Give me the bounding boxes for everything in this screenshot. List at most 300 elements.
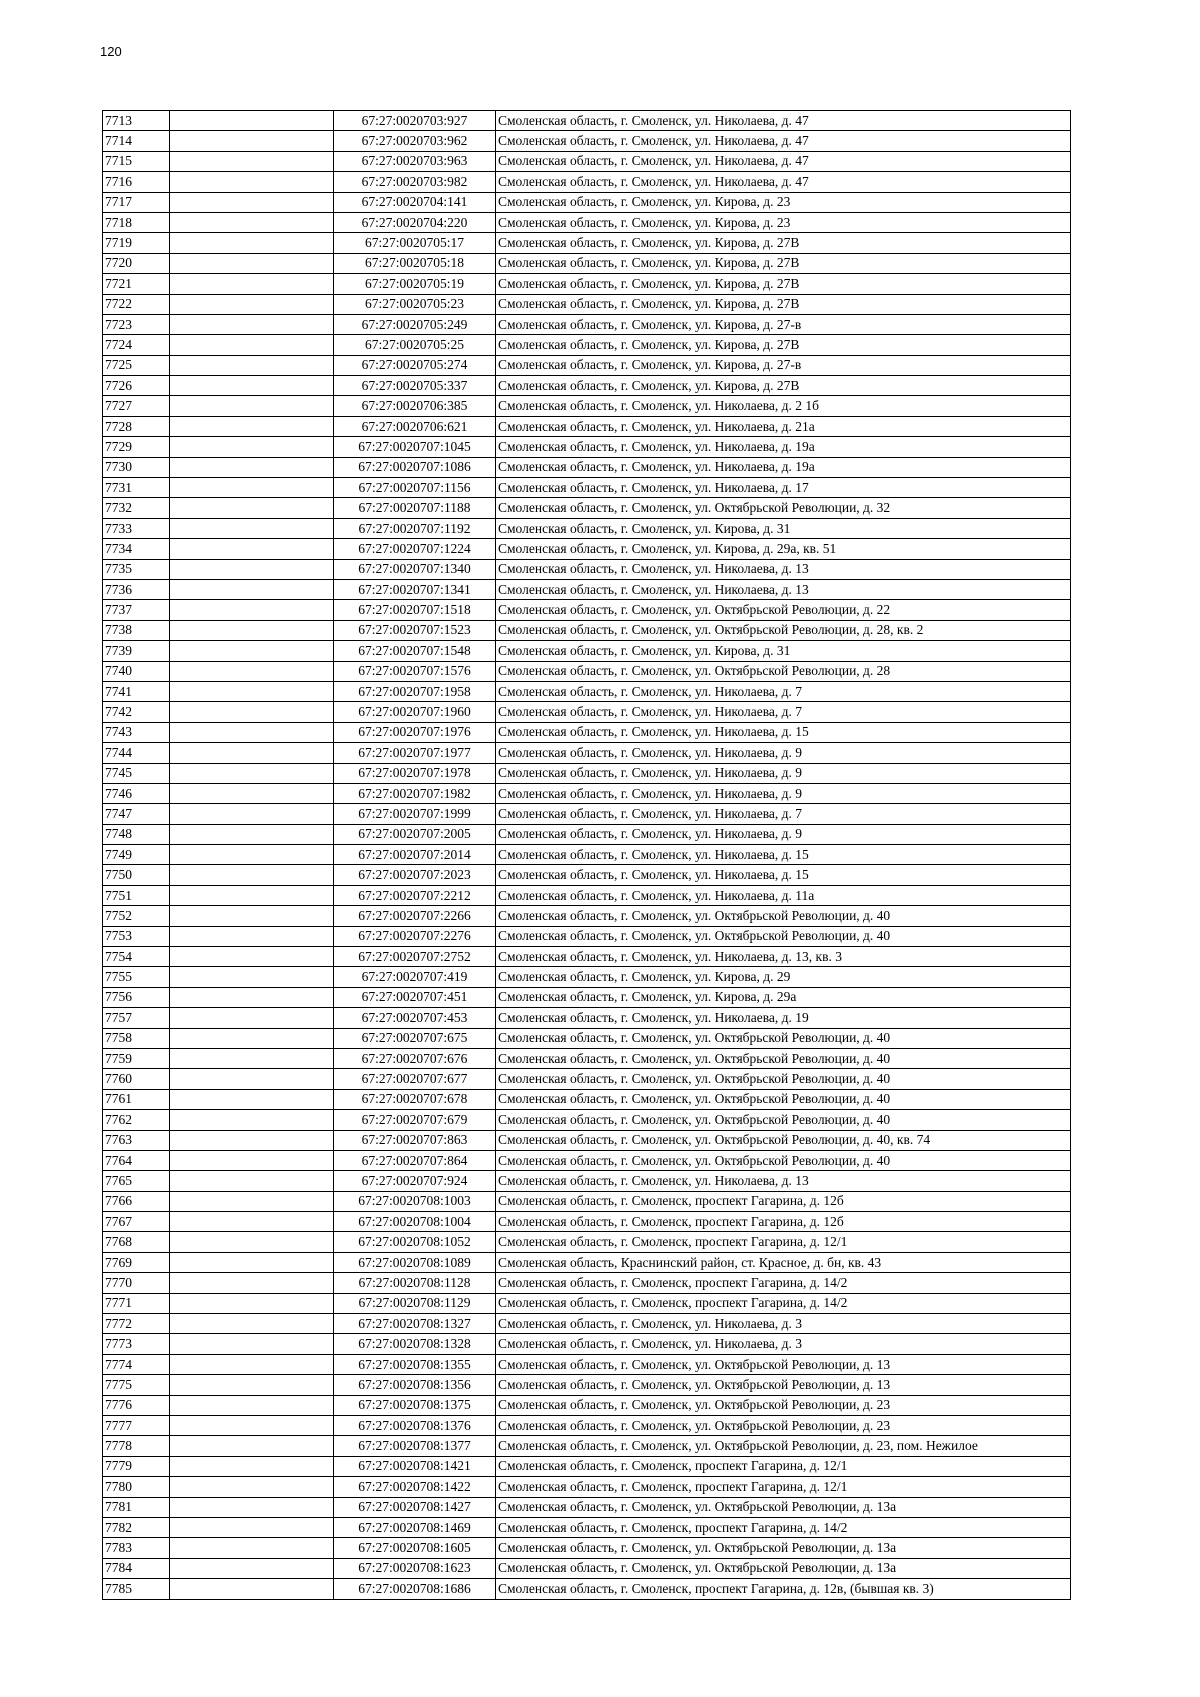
row-number-cell: 7764 xyxy=(103,1150,170,1170)
blank-cell xyxy=(170,620,334,640)
address-cell: Смоленская область, г. Смоленск, ул. Кирова, д. 27-в xyxy=(496,355,1071,375)
address-cell: Смоленская область, г. Смоленск, проспект Гагарина, д. 12в, (бывшая кв. 3) xyxy=(496,1579,1071,1599)
cadastral-number-cell: 67:27:0020708:1327 xyxy=(334,1314,496,1334)
blank-cell xyxy=(170,498,334,518)
cadastral-number-cell: 67:27:0020708:1003 xyxy=(334,1191,496,1211)
table-row xyxy=(103,1517,1071,1537)
cadastral-number-cell: 67:27:0020707:1977 xyxy=(334,743,496,763)
address-cell: Смоленская область, г. Смоленск, ул. Кирова, д. 27В xyxy=(496,335,1071,355)
table-row xyxy=(103,192,1071,212)
blank-cell xyxy=(170,1171,334,1191)
table-row xyxy=(103,212,1071,232)
table-row xyxy=(103,702,1071,722)
blank-cell xyxy=(170,1395,334,1415)
address-cell: Смоленская область, г. Смоленск, проспект Гагарина, д. 12б xyxy=(496,1191,1071,1211)
table-row xyxy=(103,661,1071,681)
address-cell: Смоленская область, г. Смоленск, ул. Николаева, д. 7 xyxy=(496,681,1071,701)
cadastral-number-cell: 67:27:0020707:1341 xyxy=(334,579,496,599)
cadastral-number-cell: 67:27:0020707:1192 xyxy=(334,518,496,538)
blank-cell xyxy=(170,1334,334,1354)
address-cell: Смоленская область, г. Смоленск, ул. Кирова, д. 27В xyxy=(496,376,1071,396)
blank-cell xyxy=(170,253,334,273)
blank-cell xyxy=(170,1273,334,1293)
table-row xyxy=(103,437,1071,457)
address-cell: Смоленская область, г. Смоленск, ул. Октябрьской Революции, д. 40 xyxy=(496,1110,1071,1130)
table-row xyxy=(103,1110,1071,1130)
blank-cell xyxy=(170,437,334,457)
cadastral-number-cell: 67:27:0020707:2005 xyxy=(334,824,496,844)
cadastral-number-cell: 67:27:0020707:864 xyxy=(334,1150,496,1170)
cadastral-number-cell: 67:27:0020705:23 xyxy=(334,294,496,314)
address-cell: Смоленская область, г. Смоленск, ул. Николаева, д. 47 xyxy=(496,151,1071,171)
cadastral-number-cell: 67:27:0020707:1978 xyxy=(334,763,496,783)
cadastral-number-cell: 67:27:0020708:1605 xyxy=(334,1538,496,1558)
cadastral-number-cell: 67:27:0020703:927 xyxy=(334,111,496,131)
address-cell: Смоленская область, г. Смоленск, ул. Николаева, д. 15 xyxy=(496,722,1071,742)
cadastral-number-cell: 67:27:0020707:2212 xyxy=(334,885,496,905)
cadastral-number-cell: 67:27:0020705:25 xyxy=(334,335,496,355)
blank-cell xyxy=(170,1069,334,1089)
row-number-cell: 7763 xyxy=(103,1130,170,1150)
row-number-cell: 7722 xyxy=(103,294,170,314)
row-number-cell: 7785 xyxy=(103,1579,170,1599)
blank-cell xyxy=(170,845,334,865)
address-cell: Смоленская область, г. Смоленск, ул. Николаева, д. 13 xyxy=(496,1171,1071,1191)
address-cell: Смоленская область, г. Смоленск, ул. Октябрьской Революции, д. 40 xyxy=(496,1150,1071,1170)
row-number-cell: 7761 xyxy=(103,1089,170,1109)
cadastral-number-cell: 67:27:0020708:1686 xyxy=(334,1579,496,1599)
row-number-cell: 7743 xyxy=(103,722,170,742)
address-cell: Смоленская область, г. Смоленск, ул. Кирова, д. 27В xyxy=(496,274,1071,294)
table-row xyxy=(103,314,1071,334)
row-number-cell: 7778 xyxy=(103,1436,170,1456)
address-cell: Смоленская область, г. Смоленск, ул. Николаева, д. 19а xyxy=(496,457,1071,477)
cadastral-number-cell: 67:27:0020708:1469 xyxy=(334,1517,496,1537)
address-cell: Смоленская область, г. Смоленск, ул. Николаева, д. 13 xyxy=(496,579,1071,599)
blank-cell xyxy=(170,1252,334,1272)
table-row xyxy=(103,1212,1071,1232)
address-cell: Смоленская область, г. Смоленск, ул. Николаева, д. 7 xyxy=(496,804,1071,824)
row-number-cell: 7745 xyxy=(103,763,170,783)
blank-cell xyxy=(170,1314,334,1334)
blank-cell xyxy=(170,1150,334,1170)
row-number-cell: 7768 xyxy=(103,1232,170,1252)
blank-cell xyxy=(170,1191,334,1211)
blank-cell xyxy=(170,1130,334,1150)
row-number-cell: 7720 xyxy=(103,253,170,273)
row-number-cell: 7747 xyxy=(103,804,170,824)
blank-cell xyxy=(170,681,334,701)
row-number-cell: 7775 xyxy=(103,1375,170,1395)
address-cell: Смоленская область, г. Смоленск, проспект Гагарина, д. 14/2 xyxy=(496,1273,1071,1293)
row-number-cell: 7746 xyxy=(103,783,170,803)
blank-cell xyxy=(170,559,334,579)
table-row xyxy=(103,376,1071,396)
blank-cell xyxy=(170,783,334,803)
row-number-cell: 7762 xyxy=(103,1110,170,1130)
blank-cell xyxy=(170,1558,334,1578)
address-cell: Смоленская область, г. Смоленск, ул. Октябрьской Революции, д. 23, пом. Нежилое xyxy=(496,1436,1071,1456)
row-number-cell: 7750 xyxy=(103,865,170,885)
cadastral-number-cell: 67:27:0020708:1355 xyxy=(334,1354,496,1374)
address-cell: Смоленская область, г. Смоленск, ул. Октябрьской Революции, д. 13а xyxy=(496,1558,1071,1578)
cadastral-number-cell: 67:27:0020708:1129 xyxy=(334,1293,496,1313)
address-cell: Смоленская область, г. Смоленск, ул. Николаева, д. 21а xyxy=(496,416,1071,436)
address-cell: Смоленская область, г. Смоленск, ул. Кирова, д. 31 xyxy=(496,641,1071,661)
table-row xyxy=(103,987,1071,1007)
row-number-cell: 7736 xyxy=(103,579,170,599)
blank-cell xyxy=(170,1089,334,1109)
cadastral-number-cell: 67:27:0020703:982 xyxy=(334,172,496,192)
address-cell: Смоленская область, г. Смоленск, ул. Кирова, д. 29а, кв. 51 xyxy=(496,539,1071,559)
row-number-cell: 7758 xyxy=(103,1028,170,1048)
address-cell: Смоленская область, г. Смоленск, ул. Николаева, д. 3 xyxy=(496,1334,1071,1354)
blank-cell xyxy=(170,1232,334,1252)
table-row xyxy=(103,783,1071,803)
table-row xyxy=(103,1069,1071,1089)
address-cell: Смоленская область, г. Смоленск, ул. Октябрьской Революции, д. 40 xyxy=(496,1048,1071,1068)
table-row xyxy=(103,457,1071,477)
row-number-cell: 7770 xyxy=(103,1273,170,1293)
blank-cell xyxy=(170,233,334,253)
row-number-cell: 7756 xyxy=(103,987,170,1007)
table-row xyxy=(103,396,1071,416)
cadastral-number-cell: 67:27:0020707:1340 xyxy=(334,559,496,579)
table-row xyxy=(103,559,1071,579)
blank-cell xyxy=(170,539,334,559)
row-number-cell: 7757 xyxy=(103,1008,170,1028)
blank-cell xyxy=(170,457,334,477)
cadastral-number-cell: 67:27:0020707:1188 xyxy=(334,498,496,518)
cadastral-number-cell: 67:27:0020707:453 xyxy=(334,1008,496,1028)
row-number-cell: 7729 xyxy=(103,437,170,457)
blank-cell xyxy=(170,314,334,334)
cadastral-number-cell: 67:27:0020707:1224 xyxy=(334,539,496,559)
cadastral-number-cell: 67:27:0020708:1052 xyxy=(334,1232,496,1252)
address-cell: Смоленская область, г. Смоленск, ул. Октябрьской Революции, д. 22 xyxy=(496,600,1071,620)
row-number-cell: 7718 xyxy=(103,212,170,232)
blank-cell xyxy=(170,1110,334,1130)
address-cell: Смоленская область, г. Смоленск, ул. Николаева, д. 47 xyxy=(496,111,1071,131)
row-number-cell: 7727 xyxy=(103,396,170,416)
address-cell: Смоленская область, г. Смоленск, ул. Николаева, д. 13 xyxy=(496,559,1071,579)
address-cell: Смоленская область, г. Смоленск, ул. Николаева, д. 19 xyxy=(496,1008,1071,1028)
table-row xyxy=(103,274,1071,294)
address-cell: Смоленская область, г. Смоленск, ул. Кирова, д. 23 xyxy=(496,192,1071,212)
blank-cell xyxy=(170,804,334,824)
blank-cell xyxy=(170,743,334,763)
row-number-cell: 7776 xyxy=(103,1395,170,1415)
table-row xyxy=(103,1314,1071,1334)
address-cell: Смоленская область, г. Смоленск, ул. Николаева, д. 9 xyxy=(496,824,1071,844)
row-number-cell: 7783 xyxy=(103,1538,170,1558)
cadastral-number-cell: 67:27:0020707:1086 xyxy=(334,457,496,477)
address-cell: Смоленская область, г. Смоленск, проспект Гагарина, д. 12/1 xyxy=(496,1232,1071,1252)
cadastral-number-cell: 67:27:0020707:678 xyxy=(334,1089,496,1109)
table-row xyxy=(103,1048,1071,1068)
table-row xyxy=(103,600,1071,620)
cadastral-number-cell: 67:27:0020707:1045 xyxy=(334,437,496,457)
address-cell: Смоленская область, г. Смоленск, проспект Гагарина, д. 12б xyxy=(496,1212,1071,1232)
address-cell: Смоленская область, г. Смоленск, ул. Николаева, д. 9 xyxy=(496,763,1071,783)
table-row xyxy=(103,539,1071,559)
table-row xyxy=(103,641,1071,661)
address-cell: Смоленская область, г. Смоленск, ул. Кирова, д. 29а xyxy=(496,987,1071,1007)
row-number-cell: 7726 xyxy=(103,376,170,396)
cadastral-number-cell: 67:27:0020707:1548 xyxy=(334,641,496,661)
table-row xyxy=(103,151,1071,171)
row-number-cell: 7744 xyxy=(103,743,170,763)
row-number-cell: 7749 xyxy=(103,845,170,865)
blank-cell xyxy=(170,1517,334,1537)
table-row xyxy=(103,620,1071,640)
table-row xyxy=(103,498,1071,518)
blank-cell xyxy=(170,172,334,192)
address-cell: Смоленская область, г. Смоленск, проспект Гагарина, д. 14/2 xyxy=(496,1517,1071,1537)
row-number-cell: 7767 xyxy=(103,1212,170,1232)
cadastral-number-cell: 67:27:0020708:1375 xyxy=(334,1395,496,1415)
address-cell: Смоленская область, г. Смоленск, ул. Николаева, д. 11а xyxy=(496,885,1071,905)
address-cell: Смоленская область, Краснинский район, ст. Красное, д. бн, кв. 43 xyxy=(496,1252,1071,1272)
address-cell: Смоленская область, г. Смоленск, проспект Гагарина, д. 12/1 xyxy=(496,1477,1071,1497)
cadastral-number-cell: 67:27:0020707:924 xyxy=(334,1171,496,1191)
cadastral-number-cell: 67:27:0020708:1328 xyxy=(334,1334,496,1354)
address-cell: Смоленская область, г. Смоленск, ул. Октябрьской Революции, д. 13 xyxy=(496,1354,1071,1374)
table-row xyxy=(103,1028,1071,1048)
row-number-cell: 7766 xyxy=(103,1191,170,1211)
blank-cell xyxy=(170,192,334,212)
address-cell: Смоленская область, г. Смоленск, ул. Николаева, д. 19а xyxy=(496,437,1071,457)
row-number-cell: 7737 xyxy=(103,600,170,620)
cadastral-number-cell: 67:27:0020707:679 xyxy=(334,1110,496,1130)
row-number-cell: 7781 xyxy=(103,1497,170,1517)
row-number-cell: 7723 xyxy=(103,314,170,334)
row-number-cell: 7715 xyxy=(103,151,170,171)
address-cell: Смоленская область, г. Смоленск, проспект Гагарина, д. 14/2 xyxy=(496,1293,1071,1313)
cadastral-number-cell: 67:27:0020707:1518 xyxy=(334,600,496,620)
address-cell: Смоленская область, г. Смоленск, ул. Николаева, д. 2 1б xyxy=(496,396,1071,416)
cadastral-number-cell: 67:27:0020707:451 xyxy=(334,987,496,1007)
blank-cell xyxy=(170,1477,334,1497)
table-row xyxy=(103,172,1071,192)
address-cell: Смоленская область, г. Смоленск, ул. Николаева, д. 15 xyxy=(496,865,1071,885)
address-cell: Смоленская область, г. Смоленск, ул. Октябрьской Революции, д. 13а xyxy=(496,1538,1071,1558)
table-row xyxy=(103,335,1071,355)
blank-cell xyxy=(170,478,334,498)
table-row xyxy=(103,885,1071,905)
row-number-cell: 7731 xyxy=(103,478,170,498)
table-row xyxy=(103,1293,1071,1313)
address-cell: Смоленская область, г. Смоленск, ул. Кирова, д. 31 xyxy=(496,518,1071,538)
row-number-cell: 7782 xyxy=(103,1517,170,1537)
blank-cell xyxy=(170,396,334,416)
row-number-cell: 7771 xyxy=(103,1293,170,1313)
row-number-cell: 7748 xyxy=(103,824,170,844)
row-number-cell: 7741 xyxy=(103,681,170,701)
blank-cell xyxy=(170,1048,334,1068)
cadastral-number-cell: 67:27:0020707:1999 xyxy=(334,804,496,824)
blank-cell xyxy=(170,885,334,905)
blank-cell xyxy=(170,212,334,232)
address-cell: Смоленская область, г. Смоленск, ул. Октябрьской Революции, д. 13а xyxy=(496,1497,1071,1517)
address-cell: Смоленская область, г. Смоленск, ул. Николаева, д. 3 xyxy=(496,1314,1071,1334)
table-row xyxy=(103,804,1071,824)
table-row xyxy=(103,233,1071,253)
blank-cell xyxy=(170,1212,334,1232)
row-number-cell: 7769 xyxy=(103,1252,170,1272)
cadastral-number-cell: 67:27:0020704:220 xyxy=(334,212,496,232)
row-number-cell: 7754 xyxy=(103,947,170,967)
row-number-cell: 7739 xyxy=(103,641,170,661)
table-row xyxy=(103,1558,1071,1578)
cadastral-number-cell: 67:27:0020708:1422 xyxy=(334,1477,496,1497)
cadastral-number-cell: 67:27:0020707:676 xyxy=(334,1048,496,1068)
table-row xyxy=(103,1416,1071,1436)
table-row xyxy=(103,906,1071,926)
row-number-cell: 7774 xyxy=(103,1354,170,1374)
cadastral-number-cell: 67:27:0020708:1128 xyxy=(334,1273,496,1293)
cadastral-number-cell: 67:27:0020704:141 xyxy=(334,192,496,212)
table-row xyxy=(103,1436,1071,1456)
table-row xyxy=(103,1273,1071,1293)
address-cell: Смоленская область, г. Смоленск, ул. Николаева, д. 13, кв. 3 xyxy=(496,947,1071,967)
table-row xyxy=(103,1375,1071,1395)
table-row xyxy=(103,1089,1071,1109)
address-cell: Смоленская область, г. Смоленск, проспект Гагарина, д. 12/1 xyxy=(496,1456,1071,1476)
address-cell: Смоленская область, г. Смоленск, ул. Николаева, д. 15 xyxy=(496,845,1071,865)
cadastral-number-cell: 67:27:0020705:337 xyxy=(334,376,496,396)
row-number-cell: 7752 xyxy=(103,906,170,926)
address-cell: Смоленская область, г. Смоленск, ул. Николаева, д. 47 xyxy=(496,131,1071,151)
cadastral-number-cell: 67:27:0020707:677 xyxy=(334,1069,496,1089)
address-cell: Смоленская область, г. Смоленск, ул. Октябрьской Революции, д. 28 xyxy=(496,661,1071,681)
blank-cell xyxy=(170,416,334,436)
row-number-cell: 7784 xyxy=(103,1558,170,1578)
blank-cell xyxy=(170,947,334,967)
table-row xyxy=(103,824,1071,844)
blank-cell xyxy=(170,702,334,722)
blank-cell xyxy=(170,1538,334,1558)
row-number-cell: 7773 xyxy=(103,1334,170,1354)
page-number: 120 xyxy=(100,44,122,59)
cadastral-number-cell: 67:27:0020708:1377 xyxy=(334,1436,496,1456)
cadastral-number-cell: 67:27:0020707:1523 xyxy=(334,620,496,640)
blank-cell xyxy=(170,987,334,1007)
cadastral-number-cell: 67:27:0020707:675 xyxy=(334,1028,496,1048)
cadastral-number-cell: 67:27:0020705:18 xyxy=(334,253,496,273)
row-number-cell: 7721 xyxy=(103,274,170,294)
table-row xyxy=(103,865,1071,885)
cadastral-number-cell: 67:27:0020707:419 xyxy=(334,967,496,987)
blank-cell xyxy=(170,1497,334,1517)
address-cell: Смоленская область, г. Смоленск, ул. Кирова, д. 27В xyxy=(496,253,1071,273)
row-number-cell: 7717 xyxy=(103,192,170,212)
cadastral-number-cell: 67:27:0020706:621 xyxy=(334,416,496,436)
row-number-cell: 7719 xyxy=(103,233,170,253)
address-cell: Смоленская область, г. Смоленск, ул. Октябрьской Революции, д. 40 xyxy=(496,1069,1071,1089)
address-cell: Смоленская область, г. Смоленск, ул. Кирова, д. 23 xyxy=(496,212,1071,232)
table-row xyxy=(103,1497,1071,1517)
cadastral-number-cell: 67:27:0020703:962 xyxy=(334,131,496,151)
blank-cell xyxy=(170,824,334,844)
row-number-cell: 7765 xyxy=(103,1171,170,1191)
address-cell: Смоленская область, г. Смоленск, ул. Октябрьской Революции, д. 13 xyxy=(496,1375,1071,1395)
table-row xyxy=(103,967,1071,987)
table-row xyxy=(103,1395,1071,1415)
cadastral-number-cell: 67:27:0020708:1421 xyxy=(334,1456,496,1476)
table-row xyxy=(103,1538,1071,1558)
blank-cell xyxy=(170,1456,334,1476)
address-cell: Смоленская область, г. Смоленск, ул. Октябрьской Революции, д. 28, кв. 2 xyxy=(496,620,1071,640)
table-row xyxy=(103,1579,1071,1599)
address-cell: Смоленская область, г. Смоленск, ул. Кирова, д. 27В xyxy=(496,233,1071,253)
row-number-cell: 7725 xyxy=(103,355,170,375)
address-cell: Смоленская область, г. Смоленск, ул. Октябрьской Революции, д. 40 xyxy=(496,906,1071,926)
address-cell: Смоленская область, г. Смоленск, ул. Октябрьской Революции, д. 23 xyxy=(496,1395,1071,1415)
table-row xyxy=(103,845,1071,865)
blank-cell xyxy=(170,1293,334,1313)
table-row xyxy=(103,743,1071,763)
blank-cell xyxy=(170,1008,334,1028)
blank-cell xyxy=(170,131,334,151)
table-row xyxy=(103,1456,1071,1476)
blank-cell xyxy=(170,518,334,538)
table-row xyxy=(103,518,1071,538)
cadastral-number-cell: 67:27:0020705:17 xyxy=(334,233,496,253)
row-number-cell: 7760 xyxy=(103,1069,170,1089)
cadastral-number-cell: 67:27:0020705:19 xyxy=(334,274,496,294)
blank-cell xyxy=(170,906,334,926)
cadastral-number-cell: 67:27:0020707:1576 xyxy=(334,661,496,681)
blank-cell xyxy=(170,865,334,885)
address-cell: Смоленская область, г. Смоленск, ул. Октябрьской Революции, д. 40 xyxy=(496,1028,1071,1048)
address-cell: Смоленская область, г. Смоленск, ул. Октябрьской Революции, д. 23 xyxy=(496,1416,1071,1436)
register-table-body xyxy=(103,111,1071,1600)
address-cell: Смоленская область, г. Смоленск, ул. Октябрьской Революции, д. 40, кв. 74 xyxy=(496,1130,1071,1150)
address-cell: Смоленская область, г. Смоленск, ул. Октябрьской Революции, д. 40 xyxy=(496,926,1071,946)
cadastral-number-cell: 67:27:0020707:2023 xyxy=(334,865,496,885)
table-row xyxy=(103,1191,1071,1211)
address-cell: Смоленская область, г. Смоленск, ул. Кирова, д. 29 xyxy=(496,967,1071,987)
blank-cell xyxy=(170,763,334,783)
table-row xyxy=(103,1008,1071,1028)
blank-cell xyxy=(170,926,334,946)
table-row xyxy=(103,1150,1071,1170)
row-number-cell: 7738 xyxy=(103,620,170,640)
address-cell: Смоленская область, г. Смоленск, ул. Николаева, д. 47 xyxy=(496,172,1071,192)
row-number-cell: 7716 xyxy=(103,172,170,192)
blank-cell xyxy=(170,641,334,661)
address-cell: Смоленская область, г. Смоленск, ул. Кирова, д. 27-в xyxy=(496,314,1071,334)
table-row xyxy=(103,947,1071,967)
cadastral-number-cell: 67:27:0020707:863 xyxy=(334,1130,496,1150)
cadastral-number-cell: 67:27:0020708:1623 xyxy=(334,1558,496,1578)
row-number-cell: 7759 xyxy=(103,1048,170,1068)
row-number-cell: 7780 xyxy=(103,1477,170,1497)
row-number-cell: 7714 xyxy=(103,131,170,151)
blank-cell xyxy=(170,376,334,396)
blank-cell xyxy=(170,274,334,294)
row-number-cell: 7730 xyxy=(103,457,170,477)
row-number-cell: 7753 xyxy=(103,926,170,946)
blank-cell xyxy=(170,579,334,599)
row-number-cell: 7777 xyxy=(103,1416,170,1436)
table-row xyxy=(103,294,1071,314)
table-row xyxy=(103,355,1071,375)
cadastral-number-cell: 67:27:0020708:1356 xyxy=(334,1375,496,1395)
blank-cell xyxy=(170,335,334,355)
row-number-cell: 7724 xyxy=(103,335,170,355)
